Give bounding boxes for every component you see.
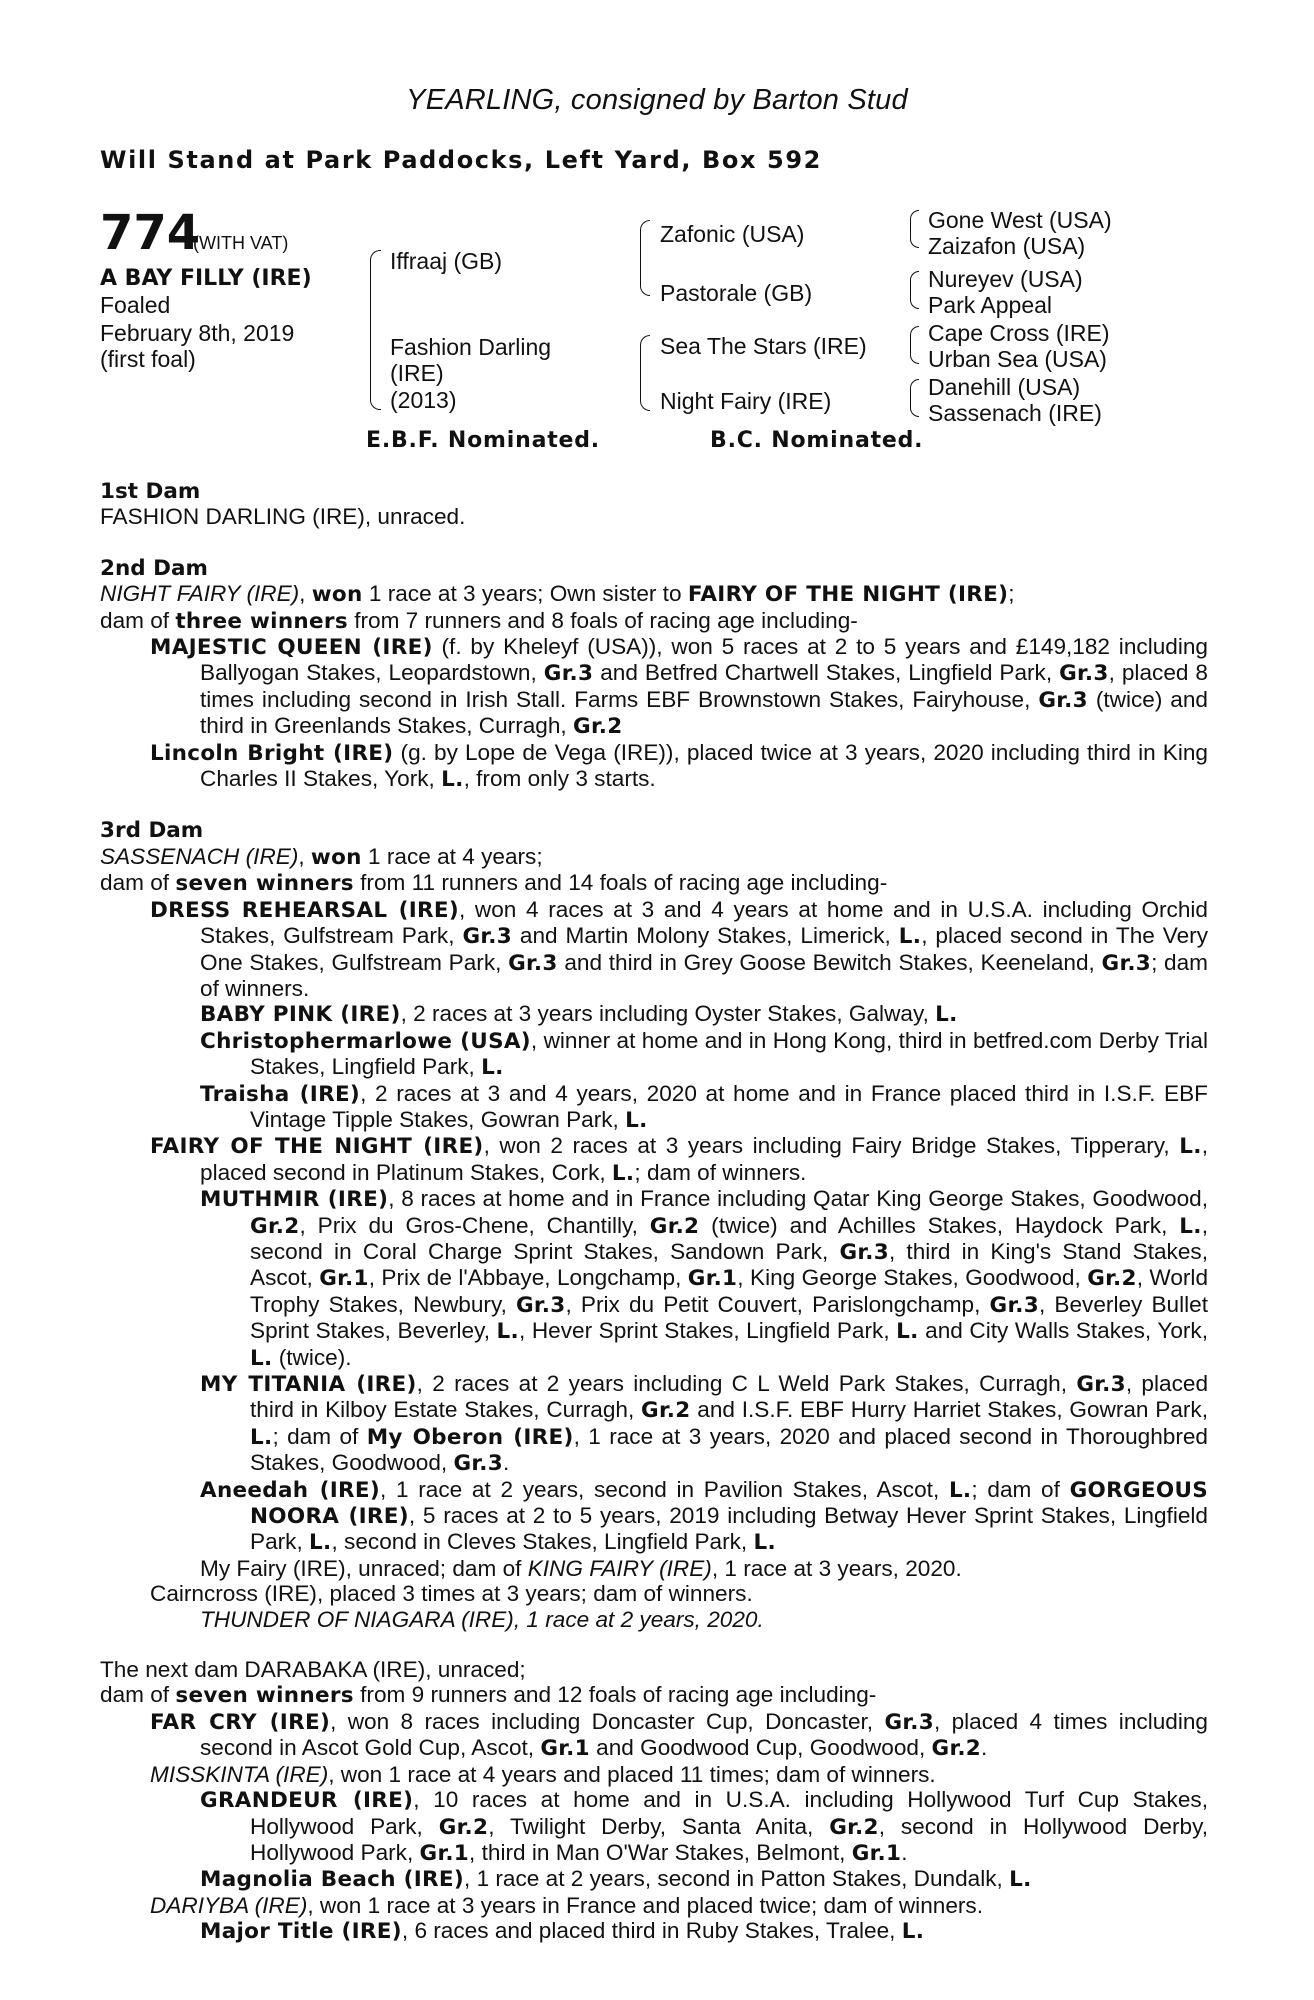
grade: L. xyxy=(1179,1213,1202,1239)
horse-name: Christophermarlowe (USA) xyxy=(200,1028,531,1054)
entry-text: , 6 races and placed third in Ruby Stakes, Tralee, xyxy=(401,1918,902,1944)
dam-parents-brace xyxy=(640,335,650,411)
gen3-2: Zaizafon (USA) xyxy=(928,233,1086,259)
entry-misskinta xyxy=(100,1762,1208,1787)
entry-text: , placed second in Platinum Stakes, Cork, xyxy=(200,1133,1208,1185)
entry-fairy-of-the-night xyxy=(100,1133,1208,1186)
horse-name: MUTHMIR (IRE) xyxy=(200,1187,389,1213)
grade: Gr.2 xyxy=(573,714,623,740)
gen3-brace-2 xyxy=(910,271,919,309)
entry-text: , second in Hollywood Derby, Hollywood Park, xyxy=(250,1813,1208,1865)
grade: L. xyxy=(898,924,922,950)
dam3-dam-of: dam of xyxy=(100,870,176,896)
lot-number: 774 xyxy=(100,205,201,261)
entry-text: , third in Man O'War Stakes, Belmont, xyxy=(469,1839,852,1865)
dam2-text-3: from 7 runners and 8 foals of racing age including- xyxy=(347,607,858,633)
grade: L. xyxy=(250,1345,273,1371)
entry-aneedah xyxy=(100,1477,1208,1556)
grade: Gr.2 xyxy=(641,1398,691,1424)
entry-cairncross xyxy=(100,1581,1208,1606)
entry-text: Cairncross (IRE), placed 3 times at 3 years; dam of winners. xyxy=(150,1581,753,1607)
entry-baby-pink xyxy=(100,1001,1208,1027)
produce-record: 1st Dam FASHION DARLING (IRE), unraced. 2nd Dam NIGHT FAIRY (IRE), won 1 race at 3 years; Own sister to FAIRY OF THE NIGHT (IRE); dam of three winners from 7 runners and 8 foals of racing age including- MAJESTIC QUEEN (IRE) (f. by Kheleyf (USA)), won 5 races at 2 to 5 years and £149,182 including Ballyogan Stakes, Leopardstown, Gr.3 and Betfred Chartwell Stakes, Lingfield Park, Gr.3, placed 8 times including second in Irish Stall. Farms EBF Brownstown Stakes, Fairyhouse, Gr.3 (twice) and third in Greenlands Stakes, Curragh, Gr.2 Lincoln Bright (IRE) (g. by Lope de Vega (IRE)), placed twice at 3 years, 2020 including third in King Charles II Stakes, York, L., from only 3 starts. 3rd Dam SASSENACH (IRE), won 1 race at 4 years; dam of seven winners from 11 runners and 14 foals of racing age including- DRESS REHEARSAL (IRE), won 4 races at 3 and 4 years at home and in U.S.A. including Orchid Stakes, Gulfstream Park, Gr.3 and Martin Molony Stakes, Limerick, L., placed second in The Very One Stakes, Gulfstream Park, Gr.3 and third in Grey Goose Bewitch Stakes, Keeneland, Gr.3; dam of winners. BABY PINK (IRE), 2 races at 3 years including Oyster Stakes, Galway, L. Christophermarlowe (USA), winner at home and in Hong Kong, third in betfred.com Derby Trial Stakes, Lingfield Park, L. Traisha (IRE), 2 races at 3 and 4 years, 2020 at home and in France placed third in I.S.F. EBF Vintage Tipple Stakes, Gowran Park, L. FAIRY OF THE NIGHT (IRE), won 2 races at 3 years including Fairy Bridge Stakes, Tipperary, L., placed second in Platinum Stakes, Cork, L.; dam of winners. MUTHMIR (IRE), 8 races at home and in France including Qatar King George Stakes, Goodwood, Gr.2, Prix du Gros-Chene, Chantilly, Gr.2 (twice) and Achilles Stakes, Haydock Park, L., second in Coral Charge Sprint Stakes, Sandown Park, Gr.3, third in King's Stand Stakes, Ascot, Gr.1, Prix de l'Abbaye, Longchamp, Gr.1, King George Stakes, Goodwood, Gr.2, World Trophy Stakes, Newbury, Gr.3, Prix du Petit Couvert, Parislongchamp, Gr.3, Beverley Bullet Sprint Stakes, Beverley, L., Hever Sprint Stakes, Lingfield Park, L. and City Walls Stakes, York, L. (twice). MY TITANIA (IRE), 2 races at 2 years including C L Weld Park Stakes, Curragh, Gr.3, placed third in Kilboy Estate Stakes, Curragh, Gr.2 and I.S.F. EBF Hurry Harriet Stakes, Gowran Park, L.; dam of My Oberon (IRE), 1 race at 3 years, 2020 and placed second in Thoroughbred Stakes, Goodwood, Gr.3. Aneedah (IRE), 1 race at 2 years, second in Pavilion Stakes, Ascot, L.; dam of GORGEOUS NOORA (IRE), 5 races at 2 to 5 years, 2019 including Betway Hever Sprint Stakes, Lingfield Park, L., second in Cleves Stakes, Lingfield Park, L. My Fairy (IRE), unraced; dam of KING FAIRY (IRE), 1 race at 3 years, 2020. Cairncross (IRE), placed 3 times at 3 years; dam of winners. THUNDER OF NIAGARA (IRE), 1 race at 2 years, 2020. The next dam DARABAKA (IRE), unraced; dam of seven winners from 9 runners and 12 foals of racing age including- FAR CRY (IRE), won 8 races including Doncaster Cup, Doncaster, Gr.3, placed 4 times including second in Ascot Gold Cup, Ascot, Gr.1 and Goodwood Cup, Goodwood, Gr.2. MISSKINTA (IRE), won 1 race at 4 years and placed 11 times; dam of winners. GRANDEUR (IRE), 10 races at home and in U.S.A. including Hollywood Turf Cup Stakes, Hollywood Park, Gr.2, Twilight Derby, Santa Anita, Gr.2, second in Hollywood Derby, Hollywood Park, Gr.1, third in Man O'War Stakes, Belmont, Gr.1. Magnolia Beach (IRE), 1 race at 2 years, second in Patton Stakes, Dundalk, L. DARIYBA (IRE), won 1 race at 3 years in France and placed twice; dam of winners. Major Title (IRE), 6 races and placed third in Ruby Stakes, Tralee, L. xyxy=(100,479,1209,1945)
grade: Gr.3 xyxy=(508,950,558,976)
grade: Gr.2 xyxy=(1087,1266,1137,1292)
horse-name: Lincoln Bright (IRE) xyxy=(150,740,394,766)
horse-name: GORGEOUS NOORA (IRE) xyxy=(250,1477,1209,1530)
grade: L. xyxy=(753,1530,776,1556)
grade: L. xyxy=(896,1319,919,1345)
dam2-sister: FAIRY OF THE NIGHT (IRE) xyxy=(687,582,1009,608)
entry-text: . xyxy=(981,1735,988,1761)
grade: Gr.3 xyxy=(1059,661,1109,687)
entry-far-cry xyxy=(100,1709,1208,1762)
dam2-heading: 2nd Dam xyxy=(100,555,208,581)
gen3-8: Sassenach (IRE) xyxy=(928,400,1102,426)
entry-text: and Martin Molony Stakes, Limerick, xyxy=(511,923,899,949)
grade: Gr.1 xyxy=(540,1736,590,1762)
entry-text: ; dam of winners. xyxy=(634,1159,807,1185)
horse-name: My Oberon (IRE) xyxy=(366,1424,574,1450)
dam3-won: won xyxy=(310,844,362,870)
entry-text: , 1 race at 3 years, 2020 and placed second in Thoroughbred Stakes, Goodwood, xyxy=(250,1423,1208,1476)
gen3-1: Gone West (USA) xyxy=(928,207,1112,233)
entry-thunder-of-niagara xyxy=(100,1607,1208,1632)
lot-name: A BAY FILLY (IRE) xyxy=(100,266,312,291)
gen2-dam-dam: Night Fairy (IRE) xyxy=(660,388,832,414)
foaled-date: February 8th, 2019 xyxy=(100,320,295,346)
entry-my-titania xyxy=(100,1371,1208,1477)
grade: L. xyxy=(250,1424,273,1450)
entry-text: , Prix de l'Abbaye, Longchamp, xyxy=(368,1265,688,1291)
grade: Gr.3 xyxy=(543,661,594,687)
dam2-text: 1 race at 3 years; Own sister to xyxy=(362,581,688,607)
next-dam-text: The next dam DARABAKA (IRE), unraced; xyxy=(100,1657,526,1683)
entry-text: , placed 4 times including second in Ascot Gold Cup, Ascot, xyxy=(200,1708,1208,1761)
entry-text: , Prix du Gros-Chene, Chantilly, xyxy=(299,1212,650,1238)
grade: Gr.1 xyxy=(319,1266,369,1292)
horse-name: BABY PINK (IRE) xyxy=(200,1002,401,1028)
horse-name: KING FAIRY (IRE) xyxy=(527,1555,712,1581)
grade: L. xyxy=(935,1002,958,1028)
entry-text: , King George Stakes, Goodwood, xyxy=(737,1265,1088,1291)
entry-text: ; dam of xyxy=(971,1476,1070,1502)
entry-text: ; dam of xyxy=(272,1423,367,1449)
entry-text: , won 8 races including Doncaster Cup, Doncaster, xyxy=(330,1708,885,1734)
grade: Gr.3 xyxy=(839,1239,889,1265)
entry-magnolia-beach xyxy=(100,1866,1208,1892)
grade: Gr.2 xyxy=(438,1814,489,1840)
entry-text: (g. by Lope de Vega (IRE)), placed twice at 3 years, 2020 including third in King Charles II Stakes, York, xyxy=(200,739,1208,792)
entry-grandeur xyxy=(100,1787,1208,1866)
entry-text: , 1 race at 2 years, 2020. xyxy=(513,1606,764,1632)
entry-text: and Goodwood Cup, Goodwood, xyxy=(589,1735,932,1761)
grade: L. xyxy=(441,767,464,793)
gen3-brace-1 xyxy=(910,210,919,248)
grade: L. xyxy=(611,1160,635,1186)
horse-name: DRESS REHEARSAL (IRE) xyxy=(150,897,459,923)
entry-text: , winner at home and in Hong Kong, third in betfred.com Derby Trial Stakes, Lingfield Park, xyxy=(250,1027,1208,1080)
entry-text: , second in Coral Charge Sprint Stakes, Sandown Park, xyxy=(250,1212,1208,1264)
vat-note: (WITH VAT) xyxy=(193,233,289,253)
grade: L. xyxy=(309,1530,332,1556)
entry-text: , won 4 races at 3 and 4 years at home and in U.S.A. including Orchid Stakes, Gulfstream Park, xyxy=(200,896,1208,949)
entry-muthmir xyxy=(100,1186,1208,1371)
entry-text: and Betfred Chartwell Stakes, Lingfield Park, xyxy=(593,660,1060,686)
horse-name: MAJESTIC QUEEN (IRE) xyxy=(150,635,433,661)
entry-text: (twice). xyxy=(272,1344,352,1370)
sire-dam-brace xyxy=(370,250,381,410)
entry-text: , World Trophy Stakes, Newbury, xyxy=(250,1265,1209,1317)
entry-lincoln-bright xyxy=(100,740,1208,793)
entry-text: My Fairy (IRE), unraced; dam of xyxy=(200,1555,528,1581)
entry-text: , 10 races at home and in U.S.A. including Hollywood Turf Cup Stakes, Hollywood Park, xyxy=(250,1787,1208,1839)
entry-text: , won 2 races at 3 years including Fairy Bridge Stakes, Tipperary, xyxy=(483,1133,1180,1159)
entry-text: , Hever Sprint Stakes, Lingfield Park, xyxy=(519,1318,897,1344)
grade: L. xyxy=(1009,1867,1032,1893)
gen3-3: Nureyev (USA) xyxy=(928,266,1083,292)
gen3-brace-4 xyxy=(910,379,919,417)
entry-text: , 1 race at 2 years, second in Pavilion Stakes, Ascot, xyxy=(380,1476,949,1502)
grade: Gr.3 xyxy=(1076,1372,1126,1397)
entry-text: , 5 races at 2 to 5 years, 2019 including Betway Hever Sprint Stakes, Lingfield Park, xyxy=(250,1503,1208,1555)
entry-text: , 2 races at 2 years including C L Weld Park Stakes, Curragh, xyxy=(416,1371,1077,1396)
entry-text: , placed 8 times including second in Irish Stall. Farms EBF Brownstown Stakes, Fairyhouse, xyxy=(200,660,1208,712)
foaled-label: Foaled xyxy=(100,292,171,318)
grade: Gr.3 xyxy=(515,1292,566,1318)
horse-name: Traisha (IRE) xyxy=(200,1081,361,1107)
horse-name: FAIRY OF THE NIGHT (IRE) xyxy=(150,1134,484,1160)
entry-text: , third in King's Stand Stakes, Ascot, xyxy=(250,1238,1208,1291)
entry-christophermarlowe xyxy=(100,1028,1208,1081)
horse-name: MISSKINTA (IRE) xyxy=(150,1761,329,1787)
entry-text: , Prix du Petit Couvert, Parislongchamp, xyxy=(565,1291,990,1317)
ebf-nominated: E.B.F. Nominated. xyxy=(366,428,600,453)
grade: L. xyxy=(625,1107,648,1133)
horse-name: THUNDER OF NIAGARA (IRE) xyxy=(200,1606,514,1632)
dam3-text: 1 race at 4 years; xyxy=(361,843,543,869)
grade: Gr.3 xyxy=(1101,950,1152,976)
dam1-text: FASHION DARLING (IRE), unraced. xyxy=(100,504,466,530)
grade: L. xyxy=(948,1477,972,1503)
entry-text: and third in Grey Goose Bewitch Stakes, Keeneland, xyxy=(557,949,1102,975)
entry-text: and I.S.F. EBF Hurry Harriet Stakes, Gowran Park, xyxy=(690,1397,1208,1423)
gen3-6: Urban Sea (USA) xyxy=(928,346,1107,372)
page-title: YEARLING, consigned by Barton Stud xyxy=(406,84,908,116)
next-dam-winners: seven winners xyxy=(175,1683,354,1709)
horse-name: Major Title (IRE) xyxy=(200,1919,402,1945)
entry-text: , placed third in Kilboy Estate Stakes, Curragh, xyxy=(250,1371,1209,1423)
gen2-sire-sire: Zafonic (USA) xyxy=(660,221,805,247)
entry-text: , placed second in The Very One Stakes, Gulfstream Park, xyxy=(200,923,1209,975)
horse-name: Aneedah (IRE) xyxy=(200,1477,381,1503)
first-foal-note: (first foal) xyxy=(100,346,196,372)
next-dam-dam-of: dam of xyxy=(100,1682,176,1708)
entry-text: , second in Cleves Stakes, Lingfield Park, xyxy=(331,1529,754,1555)
dam2-winners: three winners xyxy=(175,608,348,634)
entry-text: (twice) and Achilles Stakes, Haydock Park, xyxy=(699,1212,1180,1238)
grade: Gr.3 xyxy=(453,1451,503,1477)
entry-text: , Beverley Bullet Sprint Stakes, Beverley, xyxy=(250,1291,1208,1344)
grade: Gr.1 xyxy=(419,1840,470,1866)
grade: Gr.3 xyxy=(462,924,512,950)
sire-name: Iffraaj (GB) xyxy=(390,248,503,274)
gen3-5: Cape Cross (IRE) xyxy=(928,320,1110,346)
grade: Gr.2 xyxy=(931,1736,982,1762)
grade: Gr.2 xyxy=(829,1814,879,1840)
grade: Gr.3 xyxy=(884,1709,934,1735)
grade: L. xyxy=(901,1919,925,1945)
entry-text: , 1 race at 2 years, second in Patton Stakes, Dundalk, xyxy=(464,1866,1010,1892)
entry-text: , 8 races at home and in France including Qatar King George Stakes, Goodwood, xyxy=(388,1186,1208,1212)
dam2-won: won xyxy=(311,582,363,608)
dam-name-line2: (IRE) xyxy=(390,360,444,386)
entry-traisha xyxy=(100,1081,1208,1134)
entry-my-fairy xyxy=(100,1556,1208,1581)
entry-text: and City Walls Stakes, York, xyxy=(918,1318,1208,1344)
sire-parents-brace xyxy=(640,220,650,296)
dam3-winners: seven winners xyxy=(175,871,354,897)
dam2-text-2: ; xyxy=(1008,581,1015,607)
entry-text: , won 1 race at 3 years in France and placed twice; dam of winners. xyxy=(307,1892,983,1918)
entry-text: (twice) and third in Greenlands Stakes, Curragh, xyxy=(200,686,1208,739)
entry-text: , won 1 race at 4 years and placed 11 times; dam of winners. xyxy=(328,1761,936,1787)
dam-name-line1: Fashion Darling xyxy=(390,334,552,360)
gen2-sire-dam: Pastorale (GB) xyxy=(660,280,813,306)
horse-name: GRANDEUR (IRE) xyxy=(200,1788,414,1814)
entry-dress-rehearsal xyxy=(100,897,1208,1002)
grade: Gr.2 xyxy=(649,1213,700,1239)
grade: Gr.2 xyxy=(250,1213,300,1239)
entry-text: , 2 races at 3 and 4 years, 2020 at home and in France placed third in I.S.F. EBF Vintage Tipple Stakes, Gowran Park, xyxy=(250,1080,1208,1132)
horse-name: DARIYBA (IRE) xyxy=(150,1892,308,1918)
entry-dariyba xyxy=(100,1893,1208,1918)
dam2-dam-of: dam of xyxy=(100,607,176,633)
grade: L. xyxy=(481,1055,504,1081)
entry-text: . xyxy=(901,1839,908,1865)
entry-majestic-queen xyxy=(100,634,1208,740)
stand-location: Will Stand at Park Paddocks, Left Yard, Box 592 xyxy=(100,146,822,174)
horse-name: MY TITANIA (IRE) xyxy=(200,1372,417,1397)
dam3-name: SASSENACH (IRE) xyxy=(100,843,299,869)
dam3-text-2: from 11 runners and 14 foals of racing age including- xyxy=(353,870,888,896)
grade: Gr.1 xyxy=(687,1266,738,1292)
gen3-brace-3 xyxy=(910,326,919,364)
entry-text: , Twilight Derby, Santa Anita, xyxy=(488,1813,830,1839)
grade: Gr.3 xyxy=(989,1292,1040,1318)
grade: L. xyxy=(496,1319,520,1345)
entry-text: . xyxy=(502,1450,510,1476)
dam2-name: NIGHT FAIRY (IRE) xyxy=(100,581,300,607)
horse-name: Magnolia Beach (IRE) xyxy=(200,1867,465,1893)
grade: L. xyxy=(1179,1134,1202,1160)
grade: Gr.3 xyxy=(1038,687,1088,713)
dam3-heading: 3rd Dam xyxy=(100,818,204,844)
grade: Gr.1 xyxy=(851,1840,902,1866)
dam-foaled-year: (2013) xyxy=(390,387,457,413)
entry-text: , 1 race at 3 years, 2020. xyxy=(711,1555,962,1581)
gen2-dam-sire: Sea The Stars (IRE) xyxy=(660,333,867,359)
gen3-4: Park Appeal xyxy=(928,292,1053,318)
dam1-heading: 1st Dam xyxy=(100,479,201,504)
entry-text: , from only 3 starts. xyxy=(463,766,656,792)
horse-name: FAR CRY (IRE) xyxy=(150,1709,331,1735)
next-dam-text-2: from 9 runners and 12 foals of racing age including- xyxy=(353,1682,877,1708)
gen3-7: Danehill (USA) xyxy=(928,374,1081,400)
entry-text: , 2 races at 3 years including Oyster Stakes, Galway, xyxy=(400,1001,936,1027)
entry-text: ; dam of winners. xyxy=(200,949,1208,1001)
entry-text: (f. by Kheleyf (USA)), won 5 races at 2 to 5 years and £149,182 including Ballyogan Stakes, Leopardstown, xyxy=(200,634,1208,686)
bc-nominated: B.C. Nominated. xyxy=(710,428,924,453)
entry-major-title xyxy=(100,1918,1208,1944)
